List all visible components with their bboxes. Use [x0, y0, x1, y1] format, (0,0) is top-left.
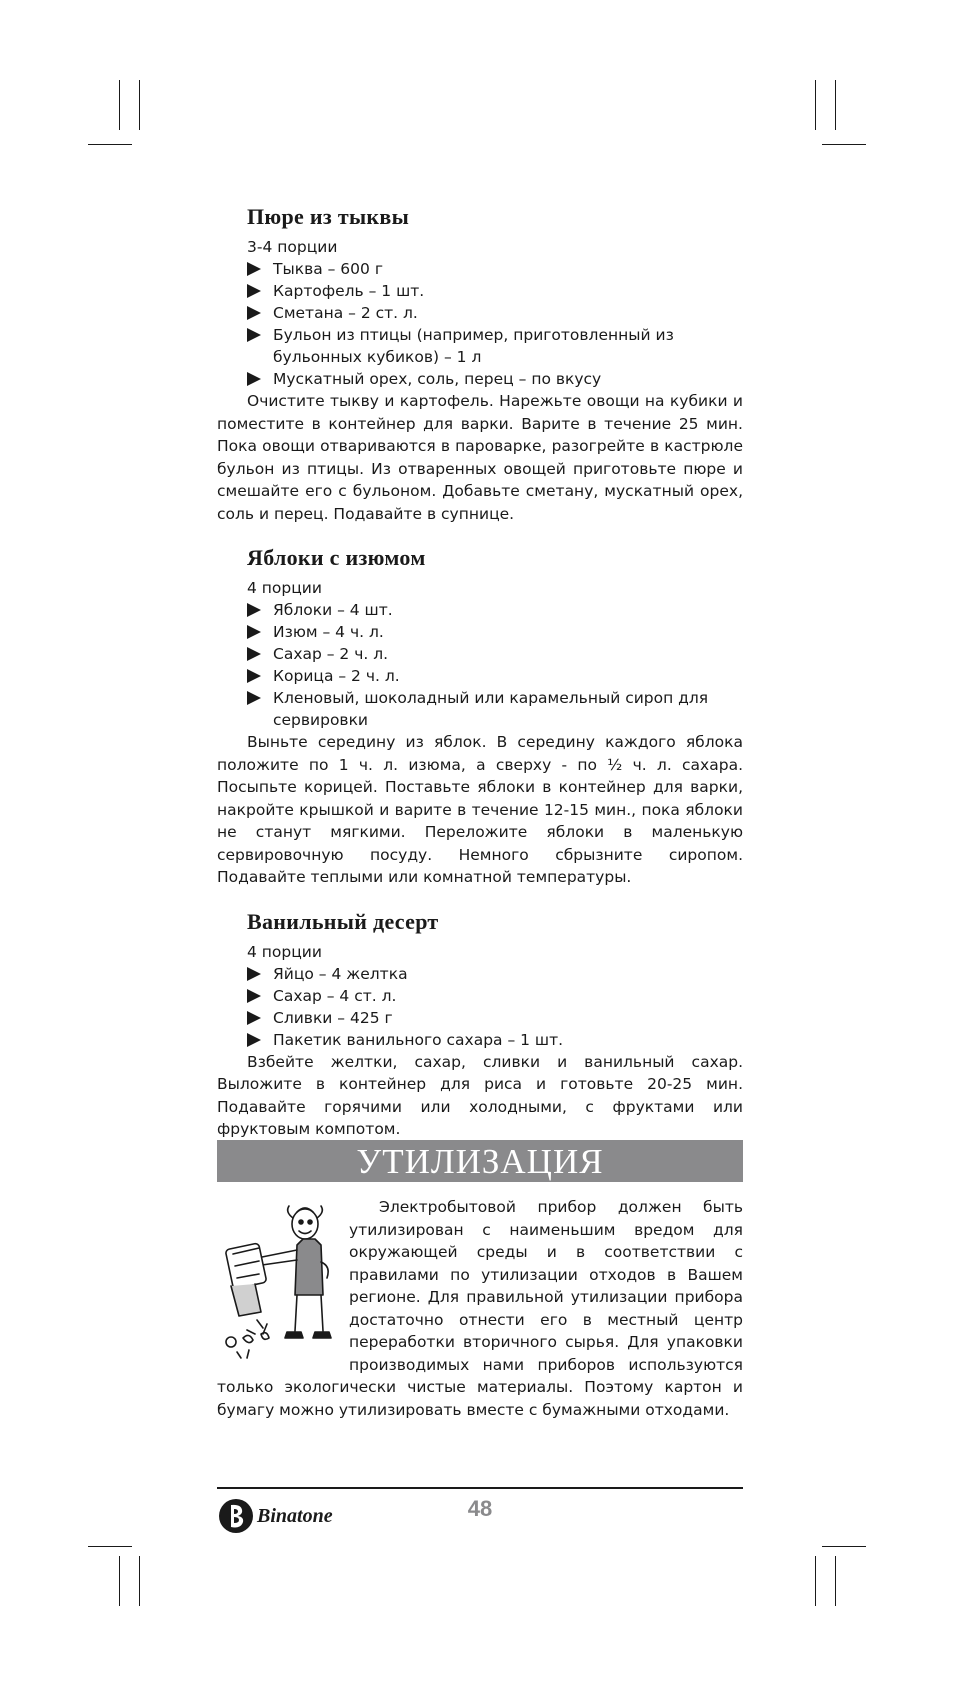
recipe-instructions: Взбейте желтки, сахар, сливки и ванильный сахар. Выложите в контейнер для риса и готовьте 20-25 мин. Подавайте горячими или холодными, с фруктами или фруктовым компотом.: [217, 1052, 743, 1138]
disposal-heading: УТИЛИЗАЦИЯ: [217, 1140, 743, 1182]
bullet-arrow-icon: [247, 967, 261, 981]
ingredient-item: Кленовый, шоколадный или карамельный сироп для сервировки: [217, 687, 743, 731]
crop-mark: [88, 1546, 132, 1547]
bullet-arrow-icon: [247, 372, 261, 386]
crop-mark: [815, 1556, 816, 1606]
crop-mark: [139, 1556, 140, 1606]
recipe-servings: 4 порции: [247, 942, 322, 961]
crop-mark: [119, 1556, 120, 1606]
recipe-servings: 3-4 порции: [247, 238, 338, 256]
crop-mark: [119, 80, 120, 130]
ingredient-item: Мускатный орех, соль, перец – по вкусу: [217, 368, 743, 390]
bullet-arrow-icon: [247, 989, 261, 1003]
ingredient-item: Сахар – 4 ст. л.: [217, 985, 743, 1007]
bullet-arrow-icon: [247, 306, 261, 320]
bullet-arrow-icon: [247, 1011, 261, 1025]
bullet-arrow-icon: [247, 669, 261, 683]
ingredient-item: Корица – 2 ч. л.: [217, 665, 743, 687]
binatone-logo-icon: [217, 1497, 255, 1535]
crop-mark: [139, 80, 140, 130]
footer-rule: [217, 1487, 743, 1489]
recipes-column: [217, 198, 743, 1141]
ingredient-list: [217, 258, 743, 390]
bullet-arrow-icon: [247, 691, 261, 705]
recipe-instructions: Очистите тыкву и картофель. Нарежьте овощи на кубики и поместите в контейнер для варки. Варите в течение 25 мин. Пока овощи отвариваются в пароварке, разогрейте в кастрюле бульон из птицы. Из отваренных овощей приготовьте пюре и смешайте его с бульоном. Добавьте сметану, мускатный орех, соль и перец. Подавайте в супнице.: [217, 392, 743, 523]
ingredient-item: Яблоки – 4 шт.: [217, 599, 743, 621]
recipe-apples-raisins: [217, 539, 743, 889]
disposal-text: Электробытовой прибор должен быть утилизирован с наименьшим вредом для окружающей среды и в соответствии с правилами по утилизации отходов в Вашем регионе. Для правильной утилизации прибора достаточно отнести его в местный центр переработки вторичного сырья. Для упаковки производимых нами приборов используются только экологически чистые материалы. Поэтому картон и бумагу можно утилизировать вместе с бумажными отходами.: [217, 1198, 743, 1419]
recipe-instructions: Выньте середину из яблок. В середину каждого яблока положите по 1 ч. л. изюма, а сверху - по ½ ч. л. сахара. Посыпьте корицей. Поставьте яблоки в контейнер для варки, накройте крышкой и варите в течение 12-15 мин., пока яблоки не станут мягкими. Переложите яблоки в маленькую сервировочную посуду. Немного сбрызните сиропом. Подавайте теплыми или комнатной температуры.: [217, 733, 743, 886]
recipe-title: Ванильный десерт: [247, 908, 439, 934]
crop-mark: [835, 80, 836, 130]
person-disposing-appliance-icon: [217, 1202, 339, 1360]
ingredient-item: Сахар – 2 ч. л.: [217, 643, 743, 665]
recipe-pumpkin-puree: [217, 198, 743, 525]
bullet-arrow-icon: [247, 603, 261, 617]
ingredient-item: Сметана – 2 ст. л.: [217, 302, 743, 324]
recipe-servings: 4 порции: [247, 579, 322, 597]
ingredient-item: Бульон из птицы (например, приготовленный из бульонных кубиков) – 1 л: [217, 324, 743, 368]
bullet-arrow-icon: [247, 647, 261, 661]
recipe-title: Пюре из тыквы: [247, 204, 410, 229]
disposal-section: [217, 1196, 743, 1421]
bullet-arrow-icon: [247, 625, 261, 639]
ingredient-item: Пакетик ванильного сахара – 1 шт.: [217, 1029, 743, 1051]
bullet-arrow-icon: [247, 328, 261, 342]
ingredient-item: Картофель – 1 шт.: [217, 280, 743, 302]
brand-name: Binatone: [257, 1505, 333, 1527]
recipe-title: Яблоки с изюмом: [247, 545, 426, 570]
page-number: 48: [467, 1496, 493, 1521]
ingredient-item: Сливки – 425 г: [217, 1007, 743, 1029]
crop-mark: [835, 1556, 836, 1606]
brand-logo: [217, 1497, 367, 1537]
crop-mark: [88, 144, 132, 145]
bullet-arrow-icon: [247, 1033, 261, 1047]
ingredient-item: Тыква – 600 г: [217, 258, 743, 280]
recipe-vanilla-dessert: [217, 903, 743, 1141]
ingredient-item: Яйцо – 4 желтка: [217, 963, 743, 985]
bullet-arrow-icon: [247, 262, 261, 276]
bullet-arrow-icon: [247, 284, 261, 298]
ingredient-list: [217, 599, 743, 731]
crop-mark: [822, 144, 866, 145]
ingredient-item: Изюм – 4 ч. л.: [217, 621, 743, 643]
crop-mark: [815, 80, 816, 130]
ingredient-list: [217, 963, 743, 1051]
crop-mark: [822, 1546, 866, 1547]
